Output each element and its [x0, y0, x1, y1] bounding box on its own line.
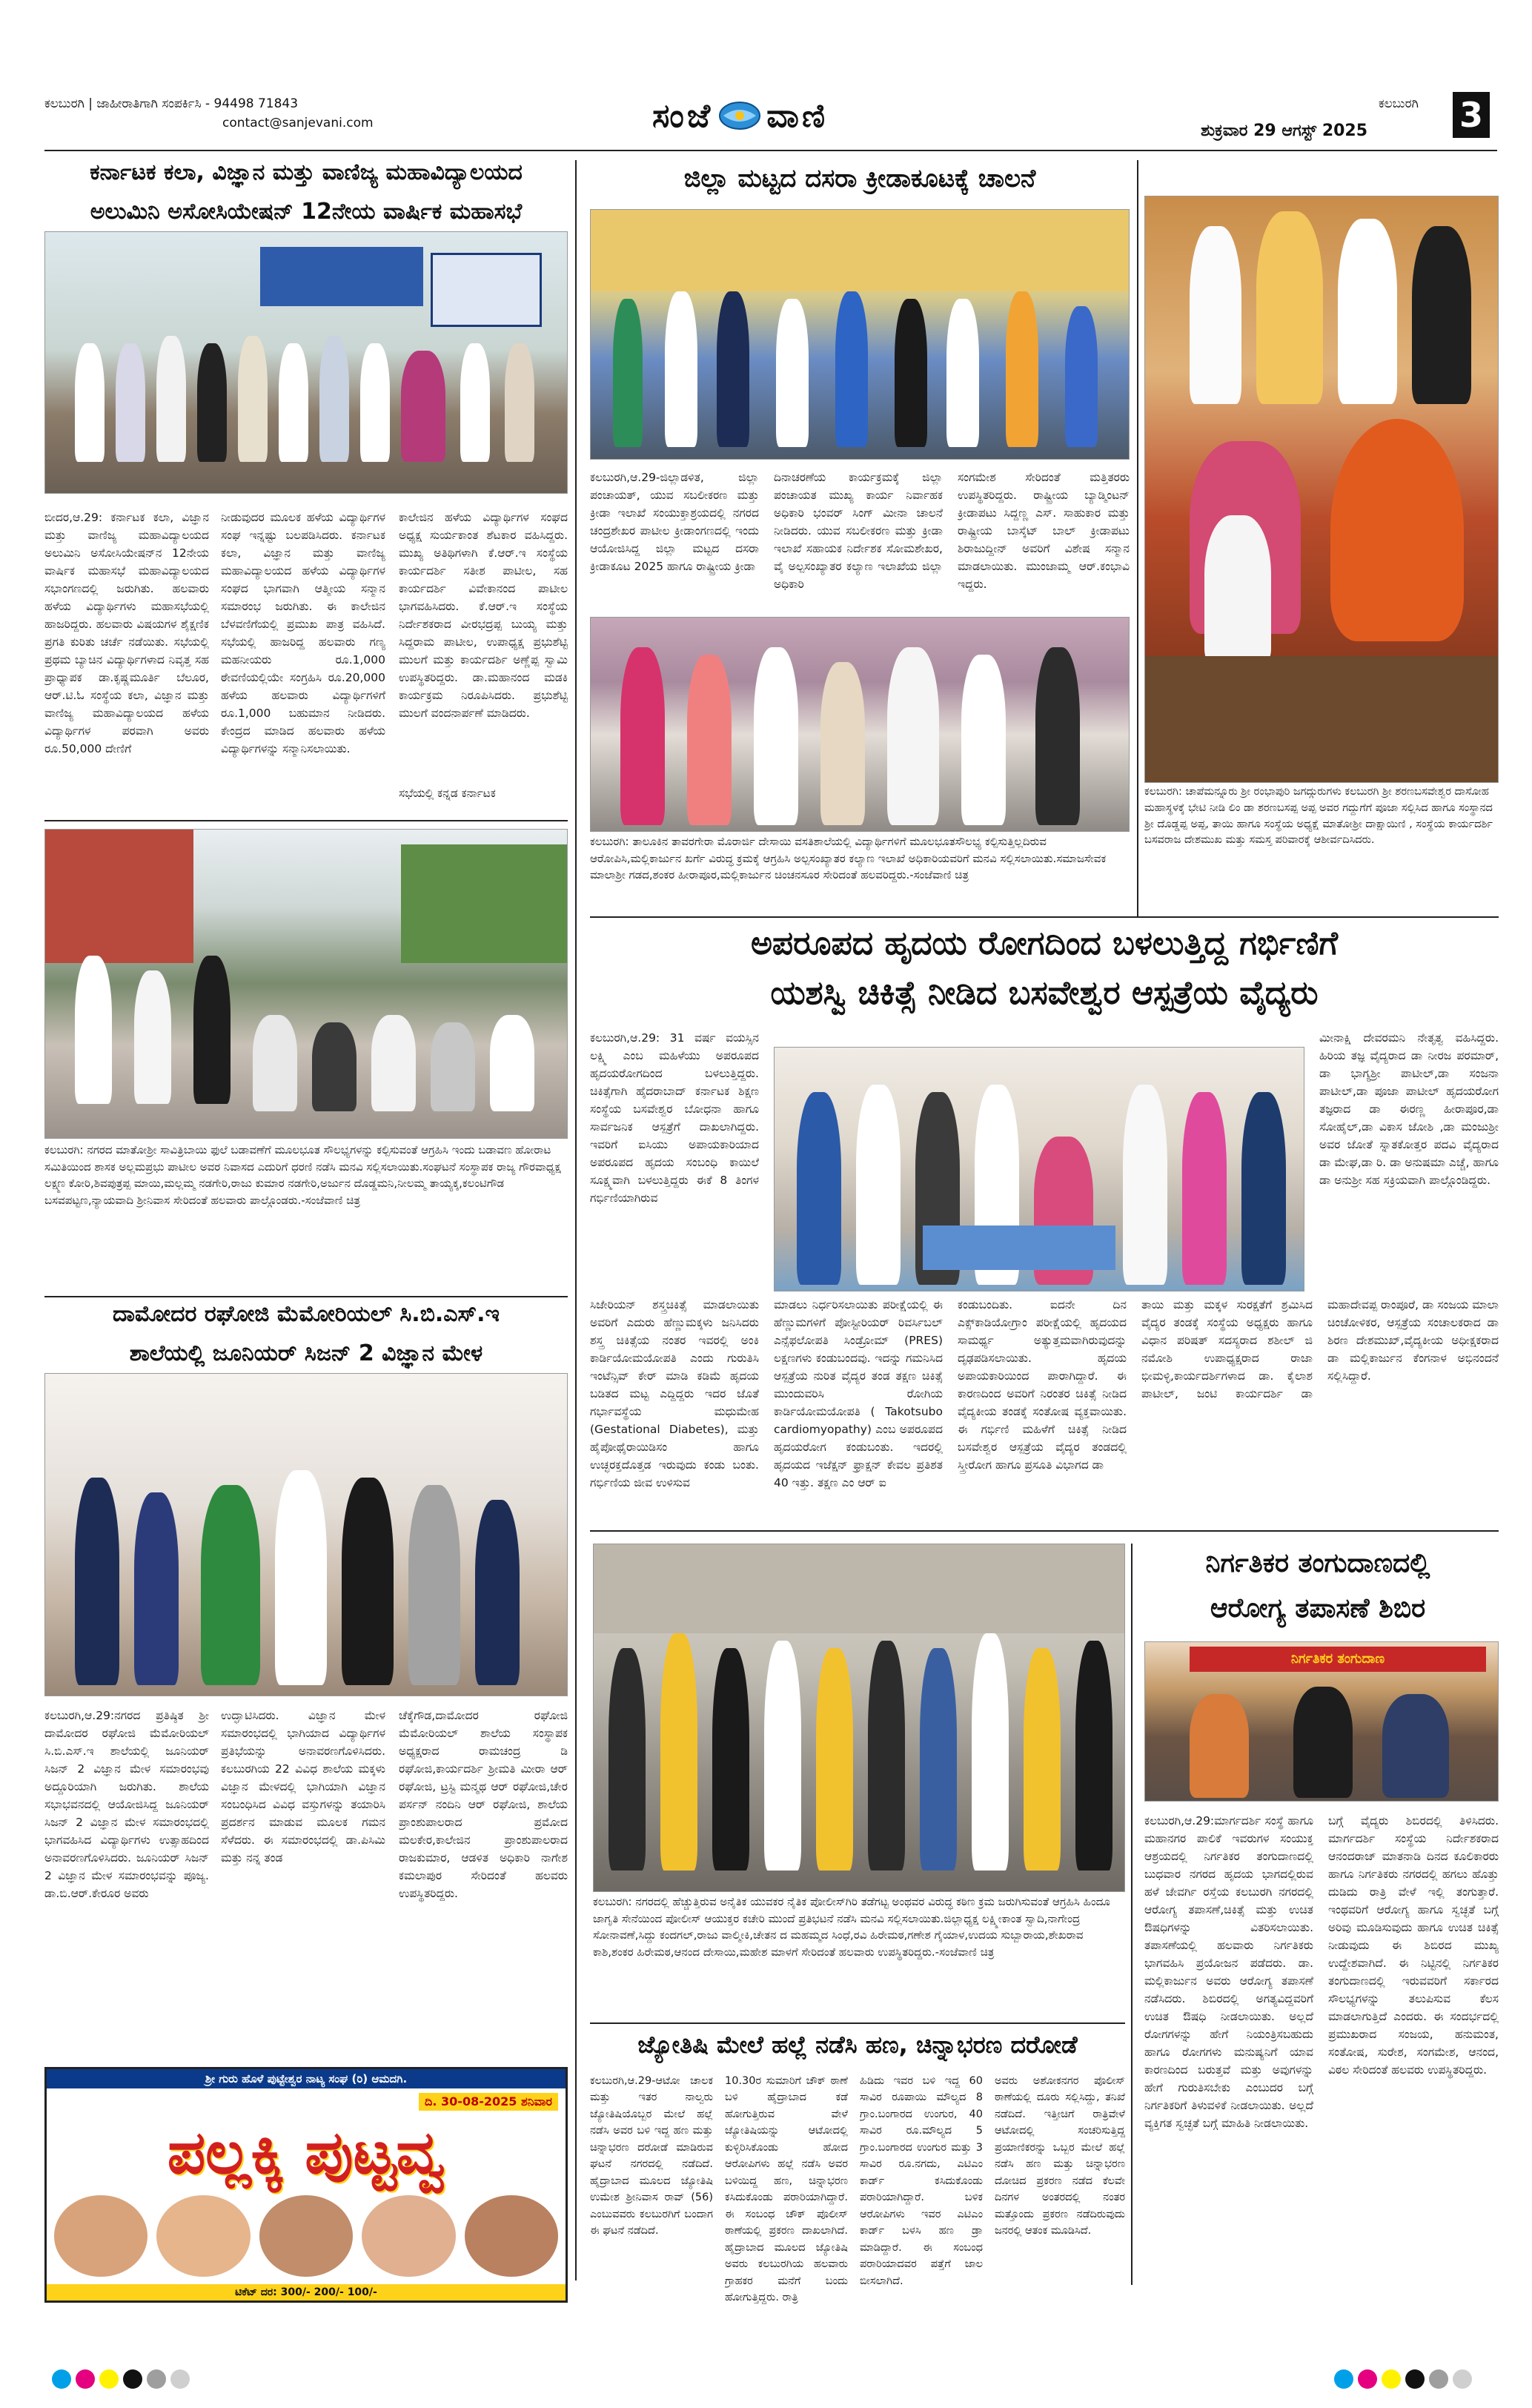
- register-dot: [123, 2369, 142, 2389]
- story-health-col1: ಕಲಬುರಗಿ,ಆ.29:ಮಾರ್ಗದರ್ಶಿ ಸಂಸ್ಥೆ ಹಾಗೂ ಮಹಾನಗರ ಪಾಲಿಕೆ ಇವರುಗಳ ಸಂಯುಕ್ತ ಆಶ್ರಯದಲ್ಲಿ ನಿರ್ಗತಿಕರ ತಂಗುದಾಣದಲ್ಲಿ ಬುಧವಾರ ನಗರದ ಹೃದಯ ಭಾಗದಲ್ಲಿರುವ ಹಳೆ ಜೇವರ್ಗಿ ರಸ್ತೆಯ ಕಲಬುರಗಿ ನಗರದಲ್ಲಿ ಆರೋಗ್ಯ ತಪಾಸಣೆ,ಚಿಕಿತ್ಸೆ ಮತ್ತು ಉಚಿತ ಔಷಧಿಗಳನ್ನು ವಿತರಿಸಲಾಯಿತು. ತಪಾಸಣೆಯಲ್ಲಿ ಹಲವಾರು ನಿರ್ಗತಿಕರು ಭಾಗವಹಿಸಿ ಪ್ರಯೋಜನ ಪಡೆದರು. ಡಾ. ಮಲ್ಲಿಕಾರ್ಜುನ ಅವರು ಆರೋಗ್ಯ ತಪಾಸಣೆ ನಡೆಸಿದರು. ಶಿಬಿರದಲ್ಲಿ ಅಗತ್ಯವಿದ್ದವರಿಗೆ ಉಚಿತ ಔಷಧಿ ನೀಡಲಾಯಿತು. ಅಲ್ಲದೆ ರೋಗಗಳನ್ನು ಹೇಗೆ ನಿಯಂತ್ರಿಸಬಹುದು ಹಾಗೂ ರೋಗಗಳು ಮನುಷ್ಯನಿಗೆ ಯಾವ ಕಾರಣದಿಂದ ಬರುತ್ತವೆ ಮತ್ತು ಅವುಗಳನ್ನು ಹೇಗೆ ಗುರುತಿಸಬೇಕು ಎಂಬುದರ ಬಗ್ಗೆ ನಿರ್ಗತಿಕರಿಗೆ ತಿಳುವಳಿಕೆ ನೀಡಲಾಯಿತು. ಅಲ್ಲದೆ ವ್ಯಕ್ತಿಗತ ಸ್ವಚ್ಛತೆ ಬಗ್ಗೆ ಮಾಹಿತಿ ನೀಡಲಾಯಿತು.: [1144, 1814, 1313, 2131]
- story-science-col3: ಚೆಕ್ಕೆಗೌಡ,ದಾಮೋದರ ರಘೋಜಿ ಮೆಮೋರಿಯಲ್ ಶಾಲೆಯ ಸಂಸ್ಥಾಪಕ ಅಧ್ಯಕ್ಷರಾದ ರಾಮಚಂದ್ರ ಡಿ ರಘೋಜಿ,ಕಾರ್ಯದರ್ಶಿ ಶ್ರೀಮತಿ ಮೀರಾ ಆರ್ ರಘೋಜಿ, ಟ್ರಸ್ಟಿ ಮನ್ಮಥ ಆರ್ ರಘೋಜಿ,ಚೇರ ಪರ್ಸನ್ ನಂದಿನಿ ಆರ್ ರಘೋಜಿ, ಶಾಲೆಯ ಪ್ರಾಂಶುಪಾಲರಾದ ಪ್ರಮೋದ ಮಲಕೇರ,ಕಾಲೇಜಿನ ಪ್ರಾಂಶುಪಾಲರಾದ ರಾಜಕುಮಾರ, ಆಡಳಿತ ಅಧಿಕಾರಿ ನಾಗೇಶ ಕಮಲಾಪುರ ಸೇರಿದಂತೆ ಹಲವರು ಉಪಸ್ಥಿತರಿದ್ದರು.: [399, 1709, 568, 1901]
- story-science-headline1: ದಾಮೋದರ ರಘೋಜಿ ಮೆಮೋರಿಯಲ್ ಸಿ.ಬಿ.ಎಸ್.ಇ: [112, 1301, 500, 1327]
- ad-date-line: ದಿ. 30-08-2025 ಶನಿವಾರ: [419, 2093, 558, 2111]
- masthead: [44, 89, 1497, 151]
- police-petition-caption: ಕಲಬುರಗಿ: ನಗರದಲ್ಲಿ ಹೆಚ್ಚುತ್ತಿರುವ ಅನೈತಿಕ ಯುವಕರ ನೈತಿಕ ಪೋಲೀಸ್‌ಗಿರಿ ತಡೆಗಟ್ಟ ಅಂಥವರ ವಿರುದ್ಧ ಕಠಿಣ ಕ್ರಮ ಜರುಗಿಸುವಂತೆ ಆಗ್ರಹಿಸಿ ಹಿಂದೂ ಜಾಗೃತಿ ಸೇನೆಯಿಂದ ಪೋಲೀಸ್ ಆಯುಕ್ತರ ಕಚೇರಿ ಮುಂದೆ ಪ್ರತಿಭಟನೆ ನಡೆಸಿ ಮನವಿ ಸಲ್ಲಿಸಲಾಯಿತು.ಜಿಲ್ಲಾಧ್ಯಕ್ಷ ಲಕ್ಷ್ಮೀಕಾಂತ ಸ್ವಾದಿ,ನಾಗೇಂದ್ರ ಸೋನಾವಣೆ,ಸಿದ್ದು ಕಂದಗಲ್,ರಾಜು ವಾಲ್ಮೀಕಿ,ಚೇತನ ದ ಮಹಮ್ಮದ ಸಿಂಧೆ,ರವಿ ಹಿರೇಮಠ,ಗಣೇಶ ಗೈಯಾಳ,ಉದಯ ಸುಬ್ಬಾರಾಯ,ಶೇಖರಾವ ಕಾಶಿ,ಶಂಕರ ಹಿರೇಮಠ,ಆನಂದ ದೇಸಾಯಿ,ಮಹೇಶ ಮಾಳಗೆ ಸೇರಿದಂತೆ ಹಲವಾರು ಉಪಸ್ಥಿತರಿದ್ದರು.-ಸಂಜೆವಾಣಿ ಚಿತ್ರ: [593, 1893, 1125, 2020]
- story-heart-headline1: ಅಪರೂಪದ ಹೃದಯ ರೋಗದಿಂದ ಬಳಲುತ್ತಿದ್ದ ಗರ್ಭಿಣಿಗೆ: [750, 924, 1339, 962]
- story-science-fair: [44, 1302, 568, 2043]
- story-heart-col4-b: ತಾಯಿ ಮತ್ತು ಮಕ್ಕಳ ಸುರಕ್ಷತೆಗೆ ಶ್ರಮಿಸಿದ ವೈದ್ಯರ ತಂಡಕ್ಕೆ ಸಂಸ್ಥೆಯ ಅಧ್ಯಕ್ಷರು ಹಾಗೂ ವಿಧಾನ ಪರಿಷತ್ ಸದಸ್ಯರಾದ ಶಶೀಲ್ ಜಿ ನಮೋಶಿ ಉಪಾಧ್ಯಕ್ಷರಾದ ರಾಜಾ ಭೀಮಳ್ಳಿ,ಕಾರ್ಯದರ್ಶಿಗಳಾದ ಡಾ. ಕೈಲಾಶ ಪಾಟೀಲ್, ಜಂಟಿ ಕಾರ್ಯದರ್ಶಿ ಡಾ ಮಹಾದೇವಪ್ಪ ರಾಂಪೂರೆ, ಡಾ ಸಂಜಯ ಮಾಲಾ ಚಿಂಚೋಳಿಕರ, ಆಸ್ಪತ್ರೆಯ ಸಂಚಾಲಕರಾದ ಡಾ ಶಿರಣ ದೇಶಮುಖ್,ವೈದ್ಯಕೀಯ ಅಧೀಕ್ಷಕರಾದ ಡಾ ಮಲ್ಲಿಕಾರ್ಜುನ ಕೆಂಗನಾಳ ಅಭಿನಂದನೆ ಸಲ್ಲಿಸಿದ್ದಾರೆ.: [1141, 1298, 1499, 1401]
- drama-advertisement: [44, 2067, 568, 2303]
- story-alumni-headline2: ಅಲುಮಿನಿ ಅಸೋಸಿಯೇಷನ್ 12ನೇಯ ವಾರ್ಷಿಕ ಮಹಾಸಭೆ: [90, 198, 523, 225]
- hostel-petition-caption: ಕಲಬುರಗಿ: ತಾಲೂಕಿನ ತಾವರಗೇರಾ ಮೊರಾರ್ಜಿ ದೇಸಾಯಿ ವಸತಿಶಾಲೆಯಲ್ಲಿ ವಿದ್ಯಾರ್ಥಿಗಳಿಗೆ ಮೂಲಭೂತಸೌಲಭ್ಯ ಕಲ್ಪಿಸುತ್ತಿಲ್ಲದಿರುವ ಆರೋಪಿಸಿ,ಮಲ್ಲಿಕಾರ್ಜುನ ಖರ್ಗೆ ವಿರುದ್ಧ ಕ್ರಮಕ್ಕೆ ಆಗ್ರಹಿಸಿ ಅಲ್ಪಸಂಖ್ಯಾತರ ಕಲ್ಯಾಣ ಇಲಾಖೆ ಅಧಿಕಾರಿಯವರಿಗೆ ಮನವಿ ಸಲ್ಲಿಸಲಾಯಿತು.ಸಮಾಜಸೇವಕ ಮಾಲಾಶ್ರೀ ಗಡದ,ಶಂಕರ ಹೀರಾಪೂರ,ಮಲ್ಲಿಕಾರ್ಜುನ ಚಿಂಚನಸೂರ ಸೇರಿದಂತೆ ಹಲವರಿದ್ದರು.-ಸಂಜೆವಾಣಿ ಚಿತ್ರ: [590, 833, 1130, 907]
- story-alumni-col1: ಬೀದರ,ಆ.29: ಕರ್ನಾಟಕ ಕಲಾ, ವಿಜ್ಞಾನ ಮತ್ತು ವಾಣಿಜ್ಯ ಮಹಾವಿದ್ಯಾಲಯದ ಅಲುಮಿನಿ ಅಸೋಸಿಯೇಷನ್‌ನ 12ನೇಯ ವಾರ್ಷಿಕ ಮಹಾಸಭೆ ಮಹಾವಿದ್ಯಾಲಯದ ಸಭಾಂಗಣದಲ್ಲಿ ಜರುಗಿತು. ಹಲವಾರು ಹಳೆಯ ವಿದ್ಯಾರ್ಥಿಗಳು ಮಹಾಸಭೆಯಲ್ಲಿ ಹಾಜರಿದ್ದರು. ಹಲವಾರು ವಿಷಯಗಳ ಶೈಕ್ಷಣಿಕ ಪ್ರಗತಿ ಕುರಿತು ಚರ್ಚೆ ನಡೆಯಿತು. ಸಭೆಯಲ್ಲಿ ಪ್ರಥಮ ಬ್ಯಾಚಿನ ವಿದ್ಯಾರ್ಥಿಗಳಾದ ನಿವೃತ್ತ ಸಹ ಪ್ರಾಧ್ಯಾಪಕ ಡಾ.ಕೃಷ್ಣಮೂರ್ತಿ ಬೆಲೂರ, ಆರ್.ಟಿ.ಓ ಸಂಸ್ಥೆಯ ಕಲಾ, ವಿಜ್ಞಾನ ಮತ್ತು ವಾಣಿಜ್ಯ ಮಹಾವಿದ್ಯಾಲಯದ ಹಳೆಯ ವಿದ್ಯಾರ್ಥಿಗಳ ಪರವಾಗಿ ಅವರು ರೂ.50,000 ದೇಣಿಗೆ: [44, 511, 209, 756]
- masthead-date: ಶುಕ್ರವಾರ 29 ಆಗಸ್ಟ್ 2025: [1201, 122, 1368, 140]
- rule-robbery-top: [590, 2022, 1125, 2024]
- health-camp-banner: ನಿರ್ಗತಿಕರ ತಂಗುದಾಣ: [1190, 1647, 1486, 1672]
- story-health-col2: ಬಗ್ಗೆ ವೈದ್ಯರು ಶಿಬಿರದಲ್ಲಿ ತಿಳಿಸಿದರು. ಮಾರ್ಗದರ್ಶಿ ಸಂಸ್ಥೆಯ ನಿರ್ದೇಶಕರಾದ ಆನಂದರಾಜ್ ಮಾತನಾಡಿ ದಿನದ ಕೂಲಿಕಾರರು ಹಾಗೂ ನಿರ್ಗತಿಕರು ನಗರದಲ್ಲಿ ಹಗಲು ಹೊತ್ತು ದುಡಿದು ರಾತ್ರಿ ವೇಳೆ ಇಲ್ಲಿ ತಂಗುತ್ತಾರೆ. ಇಂಥವರಿಗೆ ಆರೋಗ್ಯ ಹಾಗೂ ಸ್ವಚ್ಛತೆ ಬಗ್ಗೆ ಅರಿವು ಮೂಡಿಸುವುದು ಹಾಗೂ ಉಚಿತ ಚಿಕಿತ್ಸೆ ನೀಡುವುದು ಈ ಶಿಬಿರದ ಮುಖ್ಯ ಉದ್ದೇಶವಾಗಿದೆ. ಈ ನಿಟ್ಟಿನಲ್ಲಿ ನಿರ್ಗತಿಕರ ತಂಗುದಾಣದಲ್ಲಿ ಇರುವವರಿಗೆ ಸರ್ಕಾರದ ಸೌಲಭ್ಯಗಳನ್ನು ತಲುಪಿಸುವ ಕೆಲಸ ಮಾಡಲಾಗುತ್ತಿದೆ ಎಂದರು. ಈ ಸಂದರ್ಭದಲ್ಲಿ ಪ್ರಮುಖರಾದ ಸಂಜಯ, ಹನುಮಂತ, ಸಂತೋಷ, ಸುರೇಶ, ಸಂಗಮೇಶ, ಆನಂದ, ವಿಠಲ ಸೇರಿದಂತೆ ಹಲವರು ಉಪಸ್ಥಿತರಿದ್ದರು.: [1328, 1814, 1499, 2077]
- register-dot: [170, 2369, 190, 2389]
- rule-petition-top: [590, 1530, 1499, 1532]
- story-alumni-col3-end: ಸಭೆಯಲ್ಲಿ ಕನ್ನಡ ಕರ್ನಾಟಕ: [399, 787, 496, 800]
- story-alumni-col3: ಕಾಲೇಜಿನ ಹಳೆಯ ವಿದ್ಯಾರ್ಥಿಗಳ ಸಂಘದ ಅಧ್ಯಕ್ಷ ಸುರ್ಯಕಾಂತ ಶೆಟಕಾರ ವಹಿಸಿದ್ದರು. ಮುಖ್ಯ ಅತಿಥಿಗಳಾಗಿ ಕೆ.ಆರ್.ಇ ಸಂಸ್ಥೆಯ ಕಾರ್ಯದರ್ಶಿ ಸತೀಶ ಪಾಟೀಲ, ಸಹ ಕಾರ್ಯದರ್ಶಿ ವಿವೇಕಾನಂದ ಪಾಟೀಲ ಭಾಗವಹಿಸಿದರು. ಕೆ.ಆರ್.ಇ ಸಂಸ್ಥೆಯ ನಿರ್ದೇಶಕರಾದ ವೀರಭದ್ರಪ್ಪ ಬುಯ್ಯ ಮತ್ತು ಸಿದ್ದರಾಮ ಪಾಟೀಲ, ಉಪಾಧ್ಯಕ್ಷ ಪ್ರಭುಶೆಟ್ಟಿ ಮುಲಗೆ ಮತ್ತು ಕಾರ್ಯದರ್ಶಿ ಅಣ್ಣೆಪ್ಪ ಸ್ವಾಮಿ ಉಪಸ್ಥಿತರಿದ್ದರು. ಡಾ.ಮಹಾನಂದ ಮಡಕಿ ಕಾರ್ಯಕ್ರಮ ನಿರೂಪಿಸಿದರು. ಪ್ರಭುಶೆಟ್ಟಿ ಮುಲಗೆ ವಂದನಾರ್ಪಣೆ ಮಾಡಿದರು.: [399, 511, 568, 721]
- register-dot: [1334, 2369, 1353, 2389]
- story-science-headline2: ಶಾಲೆಯಲ್ಲಿ ಜೂನಿಯರ್ ಸಿಜನ್ 2 ವಿಜ್ಞಾನ ಮೇಳ: [129, 1340, 483, 1366]
- register-dot: [1358, 2369, 1377, 2389]
- story-robbery-col3: ಹಿಡಿದು ಇವರ ಬಳಿ ಇದ್ದ 60 ಸಾವಿರ ರೂಪಾಯಿ ಮೌಲ್ಯದ 8 ಗ್ರಾಂ.ಬಂಗಾರದ ಉಂಗುರ, 40 ಸಾವಿರ ರೂ.ಮೌಲ್ಯದ 5 ಗ್ರಾಂ.ಬಂಗಾರದ ಉಂಗುರ ಮತ್ತು 3 ಸಾವಿರ ರೂ.ನಗದು, ಎಟಿಎಂ ಕಾರ್ಡ್ ಕಸಿದುಕೊಂಡು ಪರಾರಿಯಾಗಿದ್ದಾರೆ. ಬಳಿಕ ಆರೋಪಿಗಳು ಇವರ ಎಟಿಎಂ ಕಾರ್ಡ್ ಬಳಸಿ ಹಣ ಡ್ರಾ ಮಾಡಿದ್ದಾರೆ. ಈ ಸಂಬಂಧ ಪರಾರಿಯಾದವರ ಪತ್ತೆಗೆ ಜಾಲ ಬೀಸಲಾಗಿದೆ.: [860, 2075, 983, 2287]
- story-heart-col4: ಮೀನಾಕ್ಷಿ ದೇವರಮನಿ ನೇತೃತ್ವ ವಹಿಸಿದ್ದರು. ಹಿರಿಯ ತಜ್ಞ ವೈದ್ಯರಾದ ಡಾ ನೀರಜ ಪರಮಾರ್, ಡಾ ಭಾಗ್ಯಶ್ರೀ ಪಾಟೀಲ್,ಡಾ ಸಂಜನಾ ಪಾಟೀಲ್,ಡಾ ಪೂಜಾ ಪಾಟೀಲ್ ಹೃದಯರೋಗ ತಜ್ಞರಾದ ಡಾ ಈರಣ್ಣ ಹೀರಾಪೂರ,ಡಾ ಸೋಹೈಲ್,ಡಾ ವಿಕಾಸ ಜೋಶಿ ,ಡಾ ಮಂಜುಶ್ರೀ ಅವರ ಜೋತೆ ಸ್ನಾತಕೋತ್ತರ ಪದವಿ ವೈದ್ಯರಾದ ಡಾ ಮೇಘ,ಡಾ ರಿ. ಡಾ ಅನುಷಮಾ ಎಚ್ಚೆ, ಹಾಗೂ ಡಾ ಅನುಶ್ರೀ ಸಹ ಸಕ್ರಿಯವಾಗಿ ಪಾಲ್ಗೊಂಡಿದ್ದರು.: [1319, 1031, 1499, 1188]
- register-dot: [1382, 2369, 1401, 2389]
- masthead-contact-line1: ಕಲಬುರಗಿ | ಜಾಹೀರಾತಿಗಾಗಿ ಸಂಪರ್ಕಿಸಿ - 94498 71843: [44, 96, 299, 111]
- logo-right: ವಾಣಿ: [766, 96, 829, 135]
- story-dasara-col1: ಕಲಬುರಗಿ,ಆ.29-ಜಿಲ್ಲಾಡಳಿತ, ಜಿಲ್ಲಾ ಪಂಚಾಯತ್, ಯುವ ಸಬಲೀಕರಣ ಮತ್ತು ಕ್ರೀಡಾ ಇಲಾಖೆ ಸಂಯುಕ್ತಾಶ್ರಯದಲ್ಲಿ ನಗರದ ಚಂದ್ರಶೇಖರ ಪಾಟೀಲ ಕ್ರೀಡಾಂಗಣದಲ್ಲಿ ಇಂದು ಆಯೋಜಿಸಿದ್ದ ಜಿಲ್ಲಾ ಮಟ್ಟದ ದಸರಾ ಕ್ರೀಡಾಕೂಟ 2025 ಹಾಗೂ ರಾಷ್ಟ್ರೀಯ ಕ್ರೀಡಾ: [590, 471, 759, 574]
- page-number: 3: [1453, 92, 1490, 138]
- masthead-city: ಕಲಬುರಗಿ: [1379, 96, 1419, 111]
- story-robbery-col4: ಅವರು ಅಶೋಕನಗರ ಪೊಲೀಸ್ ಠಾಣೆಯಲ್ಲಿ ದೂರು ಸಲ್ಲಿಸಿದ್ದು, ತನಿಖೆ ನಡೆದಿದೆ. ಇತ್ತೀಚಿಗೆ ರಾತ್ರಿವೇಳೆ ಆಟೋದಲ್ಲಿ ಸಂಚರಿಸುತ್ತಿದ್ದ ಪ್ರಯಾಣಿಕರನ್ನು ಒಬ್ಬರ ಮೇಲೆ ಹಲ್ಲೆ ನಡೆಸಿ ಹಣ ಮತ್ತು ಚಿನ್ನಾಭರಣ ದೋಚಿದ ಪ್ರಕರಣ ನಡೆದ ಕೆಲವೇ ದಿನಗಳ ಅಂತರದಲ್ಲಿ ನಂತರ ಮತ್ತೊಂದು ಪ್ರಕರಣ ನಡೆದಿರುವುದು ಜನರಲ್ಲಿ ಆತಂಕ ಮೂಡಿಸಿದೆ.: [995, 2075, 1125, 2237]
- register-dot: [99, 2369, 119, 2389]
- story-heart-headline2: ಯಶಸ್ವಿ ಚಿಕಿತ್ಸೆ ನೀಡಿದ ಬಸವೇಶ್ವರ ಆಸ್ಪತ್ರೆಯ ವೈದ್ಯರು: [770, 973, 1319, 1012]
- story-health-headline1: ನಿರ್ಗತಿಕರ ತಂಗುದಾಣದಲ್ಲಿ: [1205, 1548, 1430, 1578]
- column-rule-1: [575, 160, 577, 2280]
- story-alumni-headline1: ಕರ್ನಾಟಕ ಕಲಾ, ವಿಜ್ಞಾನ ಮತ್ತು ವಾಣಿಜ್ಯ ಮಹಾವಿದ್ಯಾಲಯದ: [90, 159, 523, 185]
- story-heart-col3: ಕಂಡುಬಂದಿತು. ಐದನೇ ದಿನ ಎಕ್ಸ್‌ಕಾಡಿಯೋಗ್ರಾಂ ಪರೀಕ್ಷೆಯಲ್ಲಿ ಹೃದಯದ ಸಾಮರ್ಥ್ಯ ಅತ್ಯುತ್ತಮವಾಗಿರುವುದನ್ನು ದೃಢಪಡಿಸಲಾಯಿತು. ಹೃದಯ ಅಪಾಯಕಾರಿಯಿಂದ ಪಾರಾಗಿದ್ದಾರೆ. ಈ ಕಾರಣದಿಂದ ಅವರಿಗೆ ನಿರಂತರ ಚಿಕಿತ್ಸೆ ನೀಡಿದ ವೈದ್ಯಕೀಯ ತಂಡಕ್ಕೆ ಸಂತೋಷ ವ್ಯಕ್ತವಾಯಿತು. ಈ ಗರ್ಭಿಣಿ ಮಹಿಳೆಗೆ ಚಿಕಿತ್ಸೆ ನೀಡಿದ ಬಸವೇಶ್ವರ ಆಸ್ಪತ್ರೆಯ ವೈದ್ಯರ ತಂಡದಲ್ಲಿ ಸ್ತ್ರೀರೋಗ ಹಾಗೂ ಪ್ರಸೂತಿ ವಿಭಾಗದ ಡಾ: [958, 1298, 1127, 1472]
- globe-icon: [717, 99, 762, 132]
- story-heart-col1-top: ಕಲಬುರಗಿ,ಆ.29: 31 ವರ್ಷ ವಯಸ್ಸಿನ ಲಕ್ಷ್ಮಿ ಎಂಬ ಮಹಿಳೆಯು ಅಪರೂಪದ ಹೃದಯರೋಗದಿಂದ ಬಳಲುತ್ತಿದ್ದರು. ಚಿಕಿತ್ಸೆಗಾಗಿ ಹೈದರಾಬಾದ್ ಕರ್ನಾಟಕ ಶಿಕ್ಷಣ ಸಂಸ್ಥೆಯ ಬಸವೇಶ್ವರ ಬೋಧನಾ ಹಾಗೂ ಸಾರ್ವಜನಿಕ ಆಸ್ಪತ್ರೆಗೆ ದಾಖಲಾಗಿದ್ದರು. ಇವರಿಗೆ ಐಸಿಯು ಅಪಾಯಕಾರಿಯಾದ ಅಪರೂಪದ ಹೃದಯ ಸಂಬಂಧಿ ಕಾಯಿಲೆ ಸೂಕ್ಷ್ಮವಾಗಿ ಬಳಲುತ್ತಿದ್ದರು ಈಕೆ 8 ತಿಂಗಳ ಗರ್ಭಿಣಿಯಾಗಿರುವ: [590, 1031, 759, 1205]
- protest-photo: [44, 829, 568, 1139]
- hospital-team-photo: [774, 1047, 1304, 1291]
- story-dasara-col2: ದಿನಾಚರಣೆಯ ಕಾರ್ಯಕ್ರಮಕ್ಕೆ ಜಿಲ್ಲಾ ಪಂಚಾಯತ ಮುಖ್ಯ ಕಾರ್ಯ ನಿರ್ವಾಹಕ ಅಧಿಕಾರಿ ಭಂವರ್ ಸಿಂಗ್ ಮೀನಾ ಚಾಲನೆ ನೀಡಿದರು. ಯುವ ಸಬಲೀಕರಣ ಮತ್ತು ಕ್ರೀಡಾ ಇಲಾಖೆ ಸಹಾಯಕ ನಿರ್ದೇಶಕ ಸೋಮಶೇಖರ, ವೈ ಅಲ್ಪಸಂಖ್ಯಾತರ ಕಲ್ಯಾಣ ಇಲಾಖೆಯ ಜಿಲ್ಲಾ ಅಧಿಕಾರಿ: [774, 471, 943, 592]
- story-dasara-headline: ಜಿಲ್ಲಾ ಮಟ್ಟದ ದಸರಾ ಕ್ರೀಡಾಕೂಟಕ್ಕೆ ಚಾಲನೆ: [683, 164, 1036, 194]
- logo-left: ಸಂಜೆ: [652, 96, 714, 135]
- rule-top-block: [44, 820, 568, 821]
- swamiji-caption: ಕಲಬುರಗಿ: ಚಾಪೆಮನ್ನೂರು ಶ್ರೀ ರಂಭಾಪುರಿ ಜಗದ್ಗುರುಗಳು ಕಲಬುರಗಿ ಶ್ರೀ ಶರಣಬಸವೇಶ್ವರ ದಾಸೋಹ ಮಹಾಸ್ಥಳಕ್ಕೆ ಭೇಟಿ ನೀಡಿ ಲಿಂ ಡಾ ಶರಣಬಸಪ್ಪ ಅಪ್ಪ ಅವರ ಗದ್ದುಗೆಗೆ ಪೂಜಾ ಸಲ್ಲಿಸಿದ ಹಾಗೂ ಸಂಸ್ಥಾನದ ಶ್ರೀ ದೊಡ್ಡಪ್ಪ ಅಪ್ಪ, ತಾಯಿ ಹಾಗೂ ಸಂಸ್ಥೆಯ ಅಧ್ಯಕ್ಷೆ ಮಾತೋಶ್ರೀ ದಾಕ್ಷಾಯಿಣಿ , ಸಂಸ್ಥೆಯ ಕಾರ್ಯದರ್ಶಿ ಬಸವರಾಜ ದೇಶಮುಖ ಮತ್ತು ಸಮಸ್ತ ಪರಿವಾರಕ್ಕೆ ಆಶೀರ್ವದಿಸಿದರು.: [1144, 784, 1499, 910]
- science-fair-photo: [44, 1373, 568, 1696]
- masthead-contact: [44, 95, 374, 133]
- register-dot: [52, 2369, 71, 2389]
- swamiji-blessing-photo: [1144, 196, 1499, 783]
- story-heart-col1: ಸಿಜೇರಿಯನ್ ಶಸ್ತ್ರಚಿಕಿತ್ಸೆ ಮಾಡಲಾಯಿತು ಅವರಿಗೆ ಎದುರು ಹೆಣ್ಣುಮಕ್ಕಳು ಜನಿಸಿದರು ಶಸ್ತ್ರ ಚಿಕಿತ್ಸೆಯ ನಂತರ ಇವರಲ್ಲಿ ಅಂಕಿ ಕಾರ್ಡಿಯೋಮಯೋಪತಿ ಎಂದು ಗುರುತಿಸಿ ಇಂಟೆನ್ಸಿವ್ ಕೇರ್ ಮಾಡಿ ಕಡಿಮೆ ಹೃದಯ ಬಡಿತದ ಮಟ್ಟ ಎದ್ದಿದ್ದರು ಇದರ ಜೊತೆ ಗರ್ಭಾವಸ್ಥೆಯ ಮಧುಮೇಹ (Gestational Diabetes), ಮತ್ತು ಹೈಪೋಥೈರಾಯಿಡಿಸಂ ಹಾಗೂ ಉಚ್ಛರಕ್ತದೊತ್ತಡ ಇರುವುದು ಕಂಡು ಬಂತು. ಗರ್ಭಿಣಿಯ ಜೀವ ಉಳಿಸುವ: [590, 1298, 759, 1490]
- police-petition-photo: [593, 1544, 1125, 1892]
- story-health-headline2: ಆರೋಗ್ಯ ತಪಾಸಣೆ ಶಿಬಿರ: [1210, 1593, 1426, 1624]
- ad-title: ಪಲ್ಲಕ್ಕಿ ಪುಟ್ಟವ್ವ: [167, 2117, 445, 2187]
- register-marks-right: [1334, 2369, 1476, 2392]
- story-robbery: [590, 2028, 1125, 2318]
- story-alumni-col2: ನೀಡುವುದರ ಮೂಲಕ ಹಳೆಯ ವಿದ್ಯಾರ್ಥಿಗಳ ಸಂಘ ಇನ್ನಷ್ಟು ಬಲಪಡಿಸಿದರು. ಕರ್ನಾಟಕ ಕಲಾ, ವಿಜ್ಞಾನ ಮತ್ತು ವಾಣಿಜ್ಯ ಮಹಾವಿದ್ಯಾಲಯದ ಹಳೆಯ ವಿದ್ಯಾರ್ಥಿಗಳ ಸಂಘದ ಭಾಗವಾಗಿ ಆತ್ಮೀಯ ಸನ್ಮಾನ ಸಮಾರಂಭ ಜರುಗಿತು. ಈ ಕಾಲೇಜಿನ ಬೆಳವಣಿಗೆಯಲ್ಲಿ ಪ್ರಮುಖ ಪಾತ್ರ ವಹಿಸಿದೆ. ಸಭೆಯಲ್ಲಿ ಹಾಜರಿದ್ದ ಹಲವಾರು ಗಣ್ಯ ಮಹನೀಯರು ರೂ.1,000 ಠೇವಣಿಯಲ್ಲಿಯೇ ಸಂಗ್ರಹಿಸಿ ರೂ.20,000 ಹಳೆಯ ಹಲವಾರು ವಿದ್ಯಾರ್ಥಿಗಳಿಗೆ ರೂ.1,000 ಬಹುಮಾನ ನೀಡಿದರು. ಕೇಂದ್ರದ ಮಾಡಿದ ಹಲವಾರು ಹಳೆಯ ವಿದ್ಯಾರ್ಥಿಗಳನ್ನು ಸನ್ಮಾನಿಸಲಾಯಿತು.: [221, 511, 385, 756]
- ad-top-line: ಶ್ರೀ ಗುರು ಹೊಳೆ ಪುಟ್ಟೇಶ್ವರ ನಾಟ್ಯ ಸಂಘ (ರಿ) ಆಮದಗಿ.: [47, 2069, 566, 2088]
- story-robbery-headline: ಜ್ಯೋತಿಷಿ ಮೇಲೆ ಹಲ್ಲೆ ನಡೆಸಿ ಹಣ, ಚಿನ್ನಾಭರಣ ದರೋಡೆ: [637, 2031, 1078, 2059]
- register-dot: [1429, 2369, 1448, 2389]
- story-science-col2: ಉದ್ಘಾಟಿಸಿದರು. ವಿಜ್ಞಾನ ಮೇಳ ಸಮಾರಂಭದಲ್ಲಿ ಭಾಗಿಯಾದ ವಿದ್ಯಾರ್ಥಿಗಳ ಪ್ರತಿಭೆಯನ್ನು ಅನಾವರಣಗೊಳಿಸಿದರು. ಕಲಬುರಗಿಯ 22 ವಿವಿಧ ಶಾಲೆಯ ಮಕ್ಕಳು ವಿಜ್ಞಾನ ಮೇಳದಲ್ಲಿ ಭಾಗಿಯಾಗಿ ವಿಜ್ಞಾನ ಸಂಬಂಧಿಸಿದ ವಿವಿಧ ವಸ್ತುಗಳನ್ನು ತಯಾರಿಸಿ ಪ್ರದರ್ಶನ ಮಾಡುವ ಮೂಲಕ ಗಮನ ಸೆಳೆದರು. ಈ ಸಮಾರಂಭದಲ್ಲಿ ಡಾ.ಪಿಸಿಮಿ ಮತ್ತು ನನ್ನ ತಂಡ: [221, 1709, 385, 1865]
- register-dot: [147, 2369, 166, 2389]
- story-dasara: [590, 160, 1130, 605]
- register-dot: [1405, 2369, 1425, 2389]
- ad-bottom-line: ಟಿಕೆಟ್ ದರ: 300/- 200/- 100/-: [47, 2284, 566, 2300]
- story-robbery-col2: 10.30ರ ಸುಮಾರಿಗೆ ಚೌಕ್ ಠಾಣೆ ಬಳಿ ಹೈದ್ರಾಬಾದ ಕಡೆ ಹೋಗುತ್ತಿರುವ ವೇಳೆ ಜ್ಯೋತಿಷಿಯನ್ನು ಆಟೋದಲ್ಲಿ ಕುಳ್ಳಿರಿಸಿಕೊಂಡು ಹೋದ ಆರೋಪಿಗಳು ಹಲ್ಲೆ ನಡೆಸಿ ಅವರ ಬಳಿಯಿದ್ದ ಹಣ, ಚಿನ್ನಾಭರಣ ಕಸಿದುಕೊಂಡು ಪರಾರಿಯಾಗಿದ್ದಾರೆ. ಈ ಸಂಬಂಧ ಚೌಕ್ ಪೊಲೀಸ್ ಠಾಣೆಯಲ್ಲಿ ಪ್ರಕರಣ ದಾಖಲಾಗಿದೆ. ಹೈದ್ರಾಬಾದ ಮೂಲದ ಜ್ಯೋತಿಷಿ ಅವರು ಕಲಬುರಗಿಯ ಹಲವಾರು ಗ್ರಾಹಕರ ಮನೆಗೆ ಬಂದು ಹೋಗುತ್ತಿದ್ದರು. ರಾತ್ರಿ: [725, 2075, 848, 2304]
- register-dot: [76, 2369, 95, 2389]
- rule-heart-top: [590, 916, 1499, 918]
- story-heart-col2: ಮಾಡಲು ನಿರ್ಧರಿಸಲಾಯಿತು ಪರೀಕ್ಷೆಯಲ್ಲಿ ಈ ಹೆಣ್ಣುಮಗಳಿಗೆ ಪೋಸ್ಟೀರಿಯರ್ ರಿವರ್ಸಿಬಲ್ ಎನ್ಸೆಫಲೋಪತಿ ಸಿಂಡ್ರೋಮ್ (PRES) ಲಕ್ಷಣಗಳು ಕಂಡುಬಂದವು. ಇದನ್ನು ಗಮನಿಸಿದ ಆಸ್ಪತ್ರೆಯ ನುರಿತ ವೈದ್ಯರ ತಂಡ ತಕ್ಷಣ ಚಿಕಿತ್ಸೆ ಮುಂದುವರಿಸಿ ರೋಗಿಯ ಕಾರ್ಡಿಯೋಮಯೋಪತಿ ( Takotsubo cardiomyopathy) ಎಂಬ ಅಪರೂಪದ ಹೃದಯರೋಗ ಕಂಡುಬಂತು. ಇದರಲ್ಲಿ ಹೃದಯದ ಇಜೆಕ್ಷನ್ ಫ್ರಾಕ್ಷನ್ ಕೇವಲ ಪ್ರತಿಶತ 40 ಇತ್ತು. ತಕ್ಷಣ ಎಂ ಆರ್ ಐ: [774, 1298, 943, 1490]
- dasara-sports-photo: [590, 209, 1130, 460]
- masthead-logo: [652, 92, 828, 139]
- story-health-camp: [1137, 1544, 1499, 2315]
- story-science-col1: ಕಲಬುರಗಿ,ಆ.29:ನಗರದ ಪ್ರತಿಷ್ಠಿತ ಶ್ರೀ ದಾಮೋದರ ರಘೋಜಿ ಮೆಮೋರಿಯಲ್ ಸಿ.ಬಿ.ಎಸ್.ಇ ಶಾಲೆಯಲ್ಲಿ ಜೂನಿಯರ್ ಸಿಜನ್ 2 ವಿಜ್ಞಾನ ಮೇಳ ಸಮಾರಂಭವು ಅದ್ದೂರಿಯಾಗಿ ಜರುಗಿತು. ಶಾಲೆಯ ಸಭಾಭವನದಲ್ಲಿ ಆಯೋಜಿಸಿದ್ದ ಜೂನಿಯರ್ ಸಿಜನ್ 2 ವಿಜ್ಞಾನ ಮೇಳ ಸಮಾರಂಭದಲ್ಲಿ ಭಾಗವಹಿಸಿದ ವಿದ್ಯಾರ್ಥಿಗಳು ಉತ್ಸಾಹದಿಂದ ಅನಾವರಣಗೊಳಿಸಿದರು. ಜೂನಿಯರ್ ಸಿಜನ್ 2 ವಿಜ್ಞಾನ ಮೇಳ ಸಮಾರಂಭವನ್ನು ಪೂಜ್ಯ. ಡಾ.ಬಿ.ಆರ್.ಕೇರೂರ ಅವರು: [44, 1709, 209, 1901]
- column-rule-2: [1137, 160, 1138, 916]
- masthead-rule: [44, 150, 1497, 151]
- protest-caption: ಕಲಬುರಗಿ: ನಗರದ ಮಾತೋಶ್ರೀ ಸಾವಿತ್ರಿಬಾಯಿ ಫುಲೆ ಬಡಾವಣೆಗೆ ಮೂಲಭೂತ ಸೌಲಭ್ಯಗಳನ್ನು ಕಲ್ಪಿಸುವಂತೆ ಆಗ್ರಹಿಸಿ ಇಂದು ಬಡಾವಣ ಹೋರಾಟ ಸಮಿತಿಯಿಂದ ಶಾಸಕ ಅಲ್ಲಮಪ್ರಭು ಪಾಟೀಲ ಅವರ ನಿವಾಸದ ಎದುರಿಗೆ ಧರಣಿ ನಡೆಸಿ ಮನವಿ ಸಲ್ಲಿಸಲಾಯಿತು.ಸಂಘಟನೆ ಸಂಸ್ಥಾಪಕ ರಾಜ್ಯ ಗೌರವಾಧ್ಯಕ್ಷ ಲಕ್ಷ್ಮಣ ಕೋರಿ,ಶಿವಪುತ್ರಪ್ಪ ಮಾಯಿ,ಮಲ್ಲಮ್ಮ ನಡಗೇರಿ,ರಾಜು ಕುಮಾರ ನಡಗೇರಿ,ಅರ್ಜುನ ದೊಡ್ಡಮನಿ,ನೀಲಮ್ಮ ತಾಯ್ಯಕ್ಕ,ಕಲಂಟಿಗೌಡ ಬಸವಪಟ್ಟಣ,ನ್ಯಾಯವಾದಿ ಶ್ರೀನಿವಾಸ ಸೇರಿದಂತೆ ಹಲವಾರು ಪಾಲ್ಗೊಂಡರು.-ಸಂಜೆವಾಣಿ ಚಿತ್ರ: [44, 1142, 568, 1253]
- story-heart-surgery: [590, 925, 1499, 1518]
- story-robbery-col1: ಕಲಬುರಗಿ,ಆ.29-ಆಟೋ ಚಾಲಕ ಮತ್ತು ಇತರ ನಾಲ್ವರು ಜ್ಯೋತಿಷಿಯೊಬ್ಬರ ಮೇಲೆ ಹಲ್ಲೆ ನಡೆಸಿ ಅವರ ಬಳಿ ಇದ್ದ ಹಣ ಮತ್ತು ಚಿನ್ನಾಭರಣ ದರೋಡೆ ಮಾಡಿರುವ ಘಟನೆ ನಗರದಲ್ಲಿ ನಡೆದಿದೆ. ಹೈದ್ರಾಬಾದ ಮೂಲದ ಜ್ಯೋತಿಷಿ ಉಮೇಶ ಶ್ರೀನಿವಾಸ ರಾವ್ (56) ಎಂಬುವವರು ಕಲಬುರಗಿಗೆ ಬಂದಾಗ ಈ ಘಟನೆ ನಡೆದಿದೆ.: [590, 2075, 713, 2237]
- rule-science-top: [44, 1296, 568, 1297]
- register-dot: [1453, 2369, 1472, 2389]
- hostel-petition-photo: [590, 617, 1130, 832]
- masthead-contact-line2: contact@sanjevani.com: [222, 115, 374, 130]
- alumni-group-photo: [44, 231, 568, 494]
- story-dasara-col3: ಸಂಗಮೇಶ ಸೇರಿದಂತೆ ಮತ್ತಿತರರು ಉಪಸ್ಥಿತರಿದ್ದರು. ರಾಷ್ಟ್ರೀಯ ಬ್ಯಾಡ್ಮಿಂಟನ್ ಕ್ರೀಡಾಪಟು ಸಿದ್ದಣ್ಣ ಎಸ್. ಸಾಹುಕಾರ ಮತ್ತು ರಾಷ್ಟ್ರೀಯ ಬಾಸ್ಕೆಟ್ ಬಾಲ್ ಕ್ರೀಡಾಪಟು ಶಿರಾಜುದ್ದೀನ್ ಅವರಿಗೆ ವಿಶೇಷ ಸನ್ಮಾನ ಮಾಡಲಾಯಿತು. ಮುಂಜಾಮ್ಮ ಆರ್.ಕಂಭಾವಿ ಇದ್ದರು.: [958, 471, 1130, 592]
- register-marks-left: [52, 2369, 194, 2392]
- column-rule-3: [1131, 1544, 1133, 2285]
- story-alumni: [44, 160, 568, 813]
- health-camp-photo: [1144, 1641, 1499, 1802]
